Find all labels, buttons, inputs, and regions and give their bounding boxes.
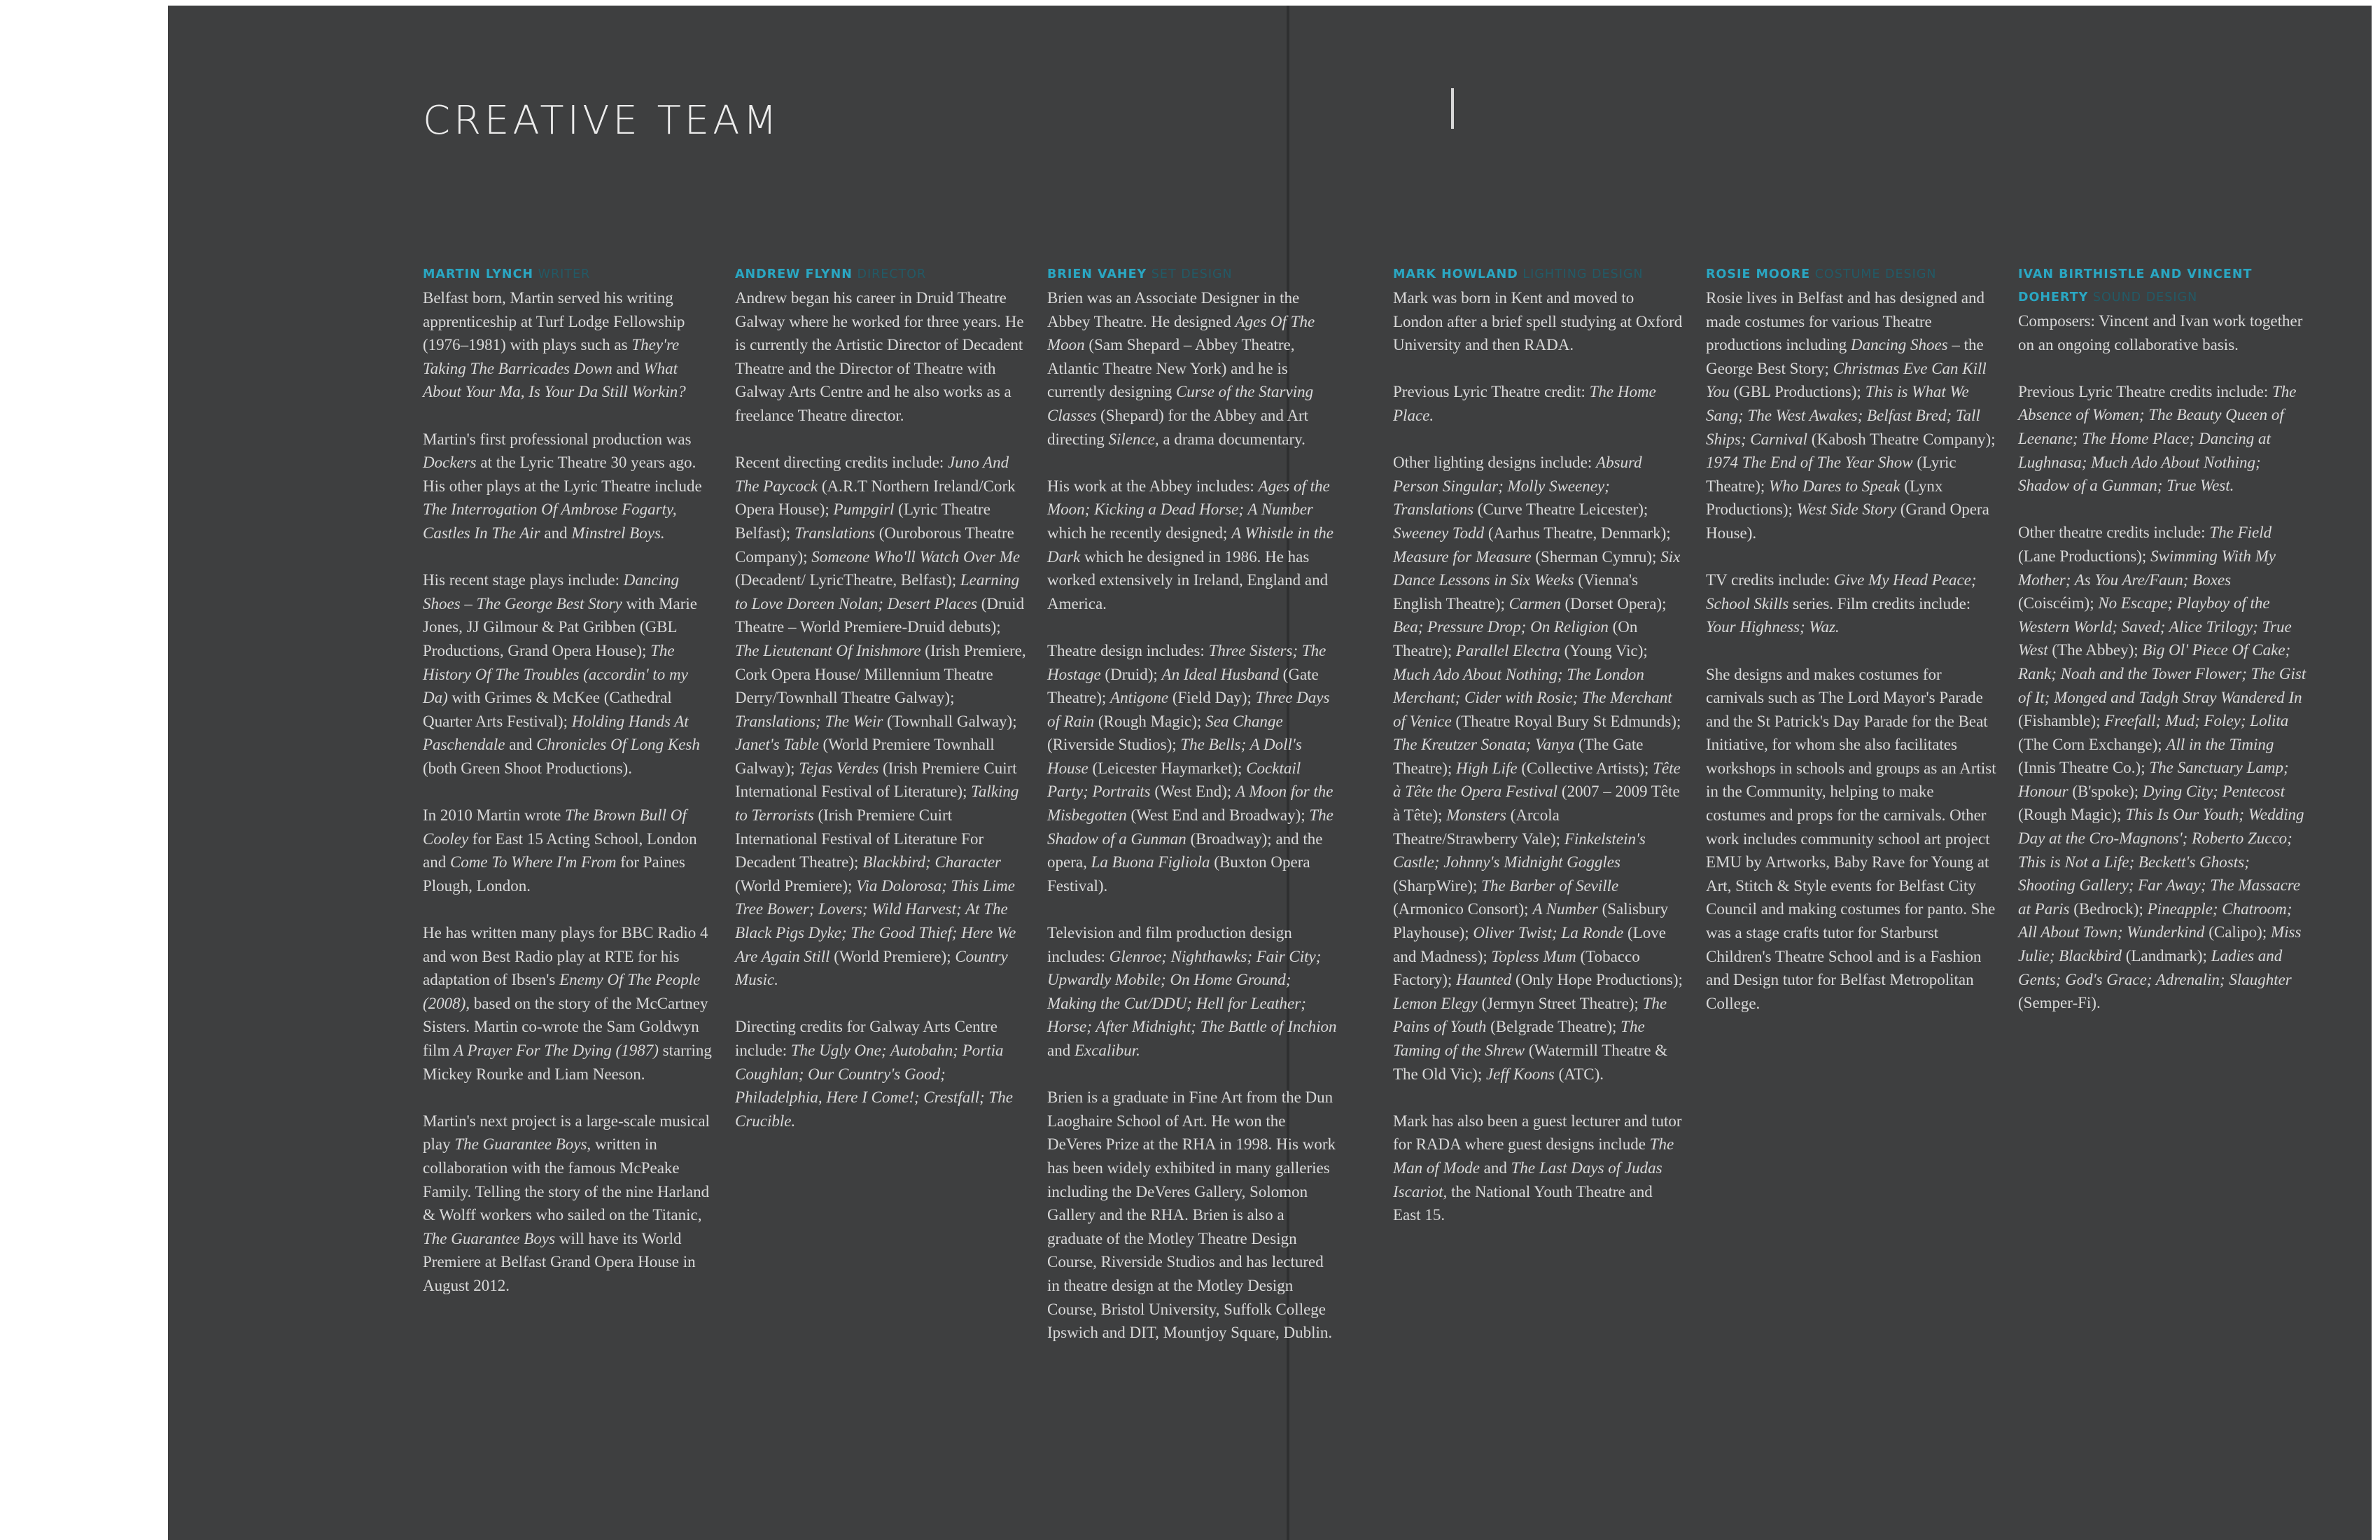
body-text: Recent directing credits include: [735,454,948,472]
body-text: TV credits include: [1706,571,1834,589]
body-text: Rosie lives in Belfast and has designed and made costumes for various Theatre productions including [1706,289,1984,354]
italic-title-text: Big Ol' Piece Of Cake; Rank; Noah and the Tower Flower; The Gist of It; Monged and Tadgh Stray Wandered In [2018,641,2306,706]
body-text: based on the story of the McCartney Sisters. Martin co-wrote the Sam Goldwyn film [423,994,708,1059]
bio-paragraph [1393,451,1684,1086]
body-text: (Sherman Cymru); [1531,547,1661,566]
bio-header [1706,263,1997,286]
italic-title-text: The Interrogation Of Ambrose Fogarty, Castles In The Air [423,500,677,542]
italic-title-text: Topless Mum [1491,947,1576,965]
italic-title-text: Carmen [1508,594,1561,612]
body-text: (Armonico Consort); [1393,900,1533,918]
body-text: (Lynx Productions); [1706,477,1943,519]
italic-title-text: Translations [794,524,875,542]
body-text: (Riverside Studios); [1047,736,1181,754]
body-text: (West End and Broadway); [1126,806,1310,825]
italic-title-text: 1974 The End of The Year Show [1706,454,1913,472]
person-role: COSTUME DESIGN [1814,267,1937,281]
body-text: Directing credits for Galway Arts Centre include: [735,1018,997,1059]
bio-body [423,286,714,1298]
body-text: (GBL Productions); [1729,383,1865,401]
italic-title-text: Dockers [423,454,477,472]
bio-header [423,263,714,286]
body-text: Television and film production design includes: [1047,924,1292,965]
body-text: Brien was an Associate Designer in the Abbey Theatre. He designed [1047,289,1300,330]
body-text: (Love and Madness); [1393,924,1666,965]
bio-paragraph [1706,286,1997,545]
italic-title-text: No Escape; Playboy of the Western World; Saved; Alice Trilogy; True West [2018,594,2292,659]
italic-title-text: Six Dance Lessons in Six Weeks [1393,547,1681,589]
italic-title-text: Three Days of Rain [1047,689,1330,730]
bio-paragraph [1047,286,1338,451]
italic-title-text: Sea Change [1205,712,1283,730]
bio-paragraph [2018,309,2309,356]
body-text: a drama documentary. [1158,430,1306,448]
body-text: Theatre design includes: [1047,641,1209,659]
italic-title-text: The Sanctuary Lamp; Honour [2018,759,2289,800]
bio-header [1047,263,1338,286]
body-text: (Aarhus Theatre, Denmark); [1484,524,1671,542]
body-text: (Bedrock); [2069,899,2148,918]
body-text: (Lyric Theatre Belfast); [735,500,990,542]
body-text: written in collaboration with the famous McPeake Family. Telling the story of the nine Harland & Wolff workers who sailed on the Titanic, [423,1135,710,1224]
italic-title-text: Monsters [1446,806,1506,825]
italic-title-text: The Kreutzer Sonata; Vanya [1393,736,1575,754]
italic-title-text: Swimming With My Mother; As You Are/Faun; Boxes [2018,547,2276,589]
italic-title-text: Sweeney Todd [1393,524,1485,542]
italic-title-text: The Lieutenant Of Inishmore [735,641,921,659]
italic-title-text: Dancing Shoes [1850,336,1948,354]
italic-title-text: Learning to Love Doreen Nolan; Desert Places [735,571,1020,612]
bio-paragraph [423,921,714,1086]
body-text: for Paines Plough, London. [423,853,685,895]
italic-title-text: This Is Our Youth; Wedding Day at the Cro-Magnons'; Roberto Zucco; This is Not a Life; Beckett's Ghosts; Shooting Gallery; Far Away; The Massacre at Paris [2018,806,2304,918]
body-text: which he recently designed; [1047,524,1232,542]
body-text: (ATC). [1554,1065,1604,1083]
body-text: (SharpWire); [1393,876,1482,895]
body-text: Other theatre credits include: [2018,524,2210,542]
bio-column-set-design [1047,263,1338,1345]
body-text: (Druid); [1100,665,1162,683]
italic-title-text: Bea; Pressure Drop; On Religion [1393,618,1609,636]
body-text: (Rough Magic); [1094,712,1206,730]
person-role: SOUND DESIGN [2092,290,2198,304]
body-text: (Jermyn Street Theatre); [1477,994,1643,1012]
body-text: (Watermill Theatre & The Old Vic); [1393,1042,1668,1083]
italic-title-text: Absurd Person Singular; Molly Sweeney; Translations [1393,454,1642,519]
body-text: (The Gate Theatre); [1393,736,1644,777]
person-name: IVAN BIRTHISTLE AND VINCENT DOHERTY [2018,267,2253,304]
italic-title-text: Talking to Terrorists [735,783,1019,825]
body-text: (Shepard) for the Abbey and Art directing [1047,406,1309,448]
body-text: (The Corn Exchange); [2018,735,2166,753]
italic-title-text: The Last Days of Judas Iscariot, [1393,1158,1662,1200]
body-text: Mark has also been a guest lecturer and tutor for RADA where guest designs include [1393,1112,1682,1154]
body-text: and [1479,1158,1511,1177]
body-text: (West End); [1150,783,1236,801]
bio-header [735,263,1026,286]
italic-title-text: Jeff Koons [1485,1065,1555,1083]
body-text: series. Film credits include: [1788,594,1971,612]
body-text: Previous Lyric Theatre credit: [1393,383,1590,401]
italic-title-text: The Home Place. [1393,383,1656,424]
body-text: for East 15 Acting School, London and [423,830,697,872]
bio-column-sound-design [2018,263,2309,1015]
italic-title-text: Tête à Tête the Opera Festival [1393,759,1681,801]
brochure-spread [168,6,2372,1540]
body-text: which he designed in 1986. He has worked extensively in Ireland, England and America. [1047,547,1329,612]
body-text: (Field Day); [1168,689,1256,707]
person-name: BRIEN VAHEY [1047,267,1147,281]
italic-title-text: Ages Of The Moon [1047,312,1315,354]
bio-paragraph [1047,921,1338,1063]
bio-column-costume-design [1706,263,1997,1015]
italic-title-text: The Ugly One; Autobahn; Portia Coughlan; Our Country's Good; Philadelphia, Here I Come!; Crestfall; The Crucible. [735,1042,1013,1130]
italic-title-text: They're Taking The Barricades Down [423,336,680,377]
italic-title-text: Country Music. [735,947,1008,989]
body-text: (Sam Shepard – Abbey Theatre, Atlantic Theatre New York) and he is currently designing [1047,336,1295,401]
italic-title-text: The Taming of the Shrew [1393,1018,1645,1059]
italic-title-text: Curse of the Starving Classes [1047,383,1314,424]
body-text: (Decadent/ LyricTheatre, Belfast); [735,571,960,589]
body-text: (World Premiere Townhall Galway); [735,736,995,777]
bio-paragraph [423,428,714,545]
body-text: Mark was born in Kent and moved to London after a brief spell studying at Oxford University and then RADA. [1393,289,1683,354]
bio-paragraph [2018,380,2309,498]
body-text: (Collective Artists); [1517,759,1653,777]
body-text: (Kabosh Theatre Company); [1807,430,1996,448]
body-text: (Dorset Opera); [1560,594,1667,612]
italic-title-text: Oliver Twist; La Ronde [1473,924,1624,942]
body-text: (Gate Theatre); [1047,665,1319,707]
italic-title-text: A Prayer For The Dying (1987) [454,1042,659,1059]
body-text: (Semper-Fi). [2018,994,2101,1012]
body-text: (2007 – 2009 Tête à Tête); [1393,783,1680,825]
body-text: (Lane Productions); [2018,547,2151,565]
body-text: She designs and makes costumes for carnivals such as The Lord Mayor's Parade and the St Patrick's Day Parade for the Beat Initiative, for whom she also facilitates workshops in schools and groups as an Artist in the Community, helping to make costumes and props for the carnivals. Other work includes community school art project EMU by Artworks, Baby Rave for Young at Art, Stitch & Style events for Belfast City Council and making costumes for panto. She was a stage crafts tutor for Starburst Children's Theatre School and is a Fashion and Design tutor for Belfast Metropolitan College. [1706,665,1996,1012]
bio-paragraph [1393,380,1684,427]
person-name: ANDREW FLYNN [735,267,853,281]
body-text: (Tobacco Factory); [1393,947,1640,989]
bio-paragraph [423,286,714,404]
bio-paragraph [423,804,714,897]
italic-title-text: Parallel Electra [1456,641,1560,659]
person-role: SET DESIGN [1151,267,1233,281]
body-text: (Broadway); and the opera, [1047,830,1323,872]
italic-title-text: Blackbird; Character [862,853,1002,872]
body-text: (On Theatre); [1393,618,1638,659]
italic-title-text: Come To Where I'm From [449,853,617,872]
body-text: (both Green Shoot Productions). [423,759,632,777]
italic-title-text: Freefall; Mud; Foley; Lolita [2104,712,2289,730]
italic-title-text: An Ideal Husband [1161,665,1279,683]
italic-title-text: Juno And The Paycock [735,454,1009,495]
italic-title-text: Cocktail Party; Portraits [1047,759,1301,801]
body-text: (Curve Theatre Leicester); [1474,500,1648,519]
person-name: MARTIN LYNCH [423,267,534,281]
body-text: (The Abbey); [2047,641,2143,659]
bio-header [1393,263,1684,286]
italic-title-text: The Bells; A Doll's House [1047,736,1302,777]
italic-title-text: What About Your Ma, Is Your Da Still Workin? [423,359,686,401]
italic-title-text: Your Highness; Waz. [1706,618,1840,636]
spine-marker [1451,88,1454,129]
italic-title-text: A Number [1532,900,1598,918]
italic-title-text: Three Sisters; The Hostage [1047,641,1326,683]
italic-title-text: High Life [1456,759,1518,777]
italic-title-text: Measure for Measure [1393,547,1532,566]
bio-paragraph [1047,1086,1338,1345]
body-text: and [612,359,644,377]
body-text: (Young Vic); [1560,641,1648,659]
body-text: (Fishamble); [2018,712,2105,730]
italic-title-text: Glenroe; Nighthawks; Fair City; Upwardly Mobile; On Home Ground; Making the Cut/DDU; Hell for Leather; Horse; After Midnight; The Battle of Inchion [1047,947,1337,1036]
body-text: (Salisbury Playhouse); [1393,900,1669,942]
body-text: (Irish Premiere, Cork Opera House/ Millennium Theatre Derry/Townhall Theatre Galway); [735,641,1026,707]
bio-body [735,286,1026,1133]
bio-body [2018,309,2309,1015]
italic-title-text: Dying City; Pentecost [2142,782,2286,800]
italic-title-text: The Absence of Women; The Beauty Queen of Leenane; The Home Place; Dancing at Lughnasa; Much Ado About Nothing; Shadow of a Gunman; True West. [2018,382,2297,495]
italic-title-text: Pumpgirl [833,500,895,519]
body-text: (Irish Premiere Cuirt International Festival of Literature For Decadent Theatre); [735,806,984,872]
body-text: (Buxton Opera Festival). [1047,853,1310,895]
body-text: His recent stage plays include: [423,571,624,589]
body-text: His work at the Abbey includes: [1047,477,1259,495]
body-text: (World Premiere); [830,947,955,965]
bio-paragraph [1047,639,1338,898]
bio-column-writer [423,263,714,1298]
italic-title-text: The Field [2209,524,2272,542]
bio-paragraph [1393,1110,1684,1227]
italic-title-text: The Shadow of a Gunman [1047,806,1334,848]
italic-title-text: A Moon for the Misbegotten [1047,783,1334,825]
body-text: (Vienna's English Theatre); [1393,571,1639,612]
body-text: and [1047,1042,1074,1059]
body-text: with Marie Jones, JJ Gilmour & Pat Gribben (GBL Productions, Grand Opera House); [423,594,697,659]
italic-title-text: Via Dolorosa; This Lime Tree Bower; Lovers; Wild Harvest; At The Black Pigs Dyke; The Good Thief; Here We Are Again Still [735,876,1016,965]
body-text: (Rough Magic); [2018,806,2126,824]
italic-title-text: The Man of Mode [1393,1135,1674,1177]
italic-title-text: La Buona Figliola [1091,853,1210,872]
body-text: (Only Hope Productions); [1511,971,1683,989]
body-text: (Coiscéim); [2018,594,2099,612]
italic-title-text: Someone Who'll Watch Over Me [811,547,1021,566]
italic-title-text: Christmas Eve Can Kill You [1706,359,1987,401]
body-text: (World Premiere); [735,876,857,895]
body-text: Brien is a graduate in Fine Art from the Dun Laoghaire School of Art. He won the DeVeres Prize at the RHA in 1998. His work has been widely exhibited in many galleries including the DeVeres Gallery, Solomon Gallery and the RHA. Brien is also a graduate of the Motley Theatre Design Course, Riverside Studios and has lectured in theatre design at the Motley Design Course, Bristol University, Suffolk College Ipswich and DIT, Mountjoy Square, Dublin. [1047,1088,1336,1342]
bio-body [1047,286,1338,1345]
body-text: – the George Best Story; [1706,336,1984,377]
italic-title-text: Give My Head Peace; School Skills [1706,571,1977,612]
bio-paragraph [423,1110,714,1298]
bio-paragraph [735,1015,1026,1133]
italic-title-text: Minstrel Boys. [571,524,665,542]
italic-title-text: Enemy Of The People (2008), [423,971,701,1012]
bio-paragraph [1393,286,1684,357]
italic-title-text: All in the Timing [2166,735,2274,753]
italic-title-text: Much Ado About Nothing; The London Merchant; Cider with Rosie; The Merchant of Venice [1393,665,1672,730]
italic-title-text: The Barber of Seville [1481,876,1619,895]
italic-title-text: Silence, [1108,430,1159,448]
bio-paragraph [423,568,714,780]
italic-title-text: Ladies and Gents; God's Grace; Adrenalin; Slaughter [2018,947,2292,988]
body-text: Composers: Vincent and Ivan work together on an ongoing collaborative basis. [2018,312,2303,354]
body-text: (Theatre Royal Bury St Edmunds); [1451,712,1681,730]
italic-title-text: Translations; The Weir [735,712,883,730]
bio-column-director [735,263,1026,1133]
person-role: DIRECTOR [857,267,927,281]
italic-title-text: The Pains of Youth [1393,994,1667,1036]
body-text: starring Mickey Rourke and Liam Neeson. [423,1042,712,1083]
body-text: and [540,524,572,542]
person-role: WRITER [538,267,591,281]
body-text: (Lyric Theatre); [1706,454,1956,495]
italic-title-text: The Brown Bull Of Cooley [423,806,687,848]
body-text: Belfast born, Martin served his writing apprenticeship at Turf Lodge Fellowship (1976–1981) with plays such as [423,289,685,354]
body-text: (Leicester Haymarket); [1088,759,1247,777]
bio-paragraph [1706,663,1997,1016]
italic-title-text: This is What We Sang; The West Awakes; Belfast Bred; Tall Ships; Carnival [1706,383,1980,448]
italic-title-text: Excalibur. [1074,1042,1140,1059]
body-text: (B'spoke); [2068,782,2143,800]
body-text: Martin's first professional production was [423,430,692,448]
bio-body [1393,286,1684,1227]
body-text: and [505,736,537,754]
body-text: (Druid Theatre – World Premiere-Druid debuts); [735,594,1025,636]
body-text: at the Lyric Theatre 30 years ago. His other plays at the Lyric Theatre include [423,454,702,495]
italic-title-text: Pineapple; Chatroom; All About Town; Wunderkind [2018,899,2292,941]
body-text: Previous Lyric Theatre credits include: [2018,382,2272,400]
italic-title-text: Haunted [1456,971,1512,989]
italic-title-text: Antigone [1110,689,1169,707]
bio-header [2018,263,2309,309]
body-text: He has written many plays for BBC Radio 4 and won Best Radio play at RTE for his adaptation of Ibsen's [423,924,708,989]
body-text: (Grand Opera House). [1706,500,1989,542]
person-name: ROSIE MOORE [1706,267,1811,281]
bio-paragraph [1047,475,1338,616]
body-text: Other lighting designs include: [1393,454,1597,472]
body-text: (Innis Theatre Co.); [2018,759,2150,777]
italic-title-text: Finkelstein's Castle; Johnny's Midnight Goggles [1393,830,1646,872]
body-text: (A.R.T Northern Ireland/Cork Opera House); [735,477,1016,519]
bio-column-lighting-design [1393,263,1684,1227]
body-text: (Irish Premiere Cuirt International Festival of Literature); [735,759,1017,801]
body-text: will have its World Premiere at Belfast Grand Opera House in August 2012. [423,1229,696,1294]
italic-title-text: Holding Hands At Paschendale [423,712,689,754]
body-text: Andrew began his career in Druid Theatre Galway where he worked for three years. He is currently the Artistic Director of Decadent Theatre and the Director of Theatre with Galway Arts Centre and he also works as a freelance Theatre director. [735,289,1024,424]
italic-title-text: Miss Julie; Blackbird [2018,923,2302,965]
person-name: MARK HOWLAND [1393,267,1518,281]
italic-title-text: The History Of The Troubles (accordin' to my Da) [423,641,688,707]
bio-paragraph [735,451,1026,992]
body-text: In 2010 Martin wrote [423,806,566,825]
bio-body [1706,286,1997,1015]
italic-title-text: A Whistle in the Dark [1047,524,1334,566]
body-text: Martin's next project is a large-scale musical play [423,1112,710,1154]
page-heading: CREATIVE TEAM [423,98,780,144]
italic-title-text: Dancing Shoes – The George Best Story [423,571,679,612]
italic-title-text: Chronicles Of Long Kesh [536,736,700,754]
body-text: (Landmark); [2121,947,2211,965]
italic-title-text: Tejas Verdes [799,759,879,777]
bio-paragraph [2018,521,2309,1014]
body-text: with Grimes & McKee (Cathedral Quarter Arts Festival); [423,689,672,730]
body-text: (Arcola Theatre/Strawberry Vale); [1393,806,1564,848]
body-text: (Townhall Galway); [883,712,1017,730]
bio-paragraph [1706,568,1997,639]
italic-title-text: The Guarantee Boys, [454,1135,592,1154]
body-text: (Belgrade Theatre); [1486,1018,1621,1036]
body-text: the National Youth Theatre and East 15. [1393,1182,1653,1224]
italic-title-text: Lemon Elegy [1393,994,1478,1012]
bio-paragraph [735,286,1026,428]
italic-title-text: West Side Story [1796,500,1896,519]
italic-title-text: Janet's Table [735,736,819,754]
italic-title-text: The Guarantee Boys [423,1229,556,1247]
person-role: LIGHTING DESIGN [1522,267,1644,281]
italic-title-text: Who Dares to Speak [1769,477,1900,495]
body-text: (Calipo); [2204,923,2271,941]
italic-title-text: Ages of the Moon; Kicking a Dead Horse; A Number [1047,477,1330,519]
body-text: (Ouroborous Theatre Company); [735,524,1014,566]
